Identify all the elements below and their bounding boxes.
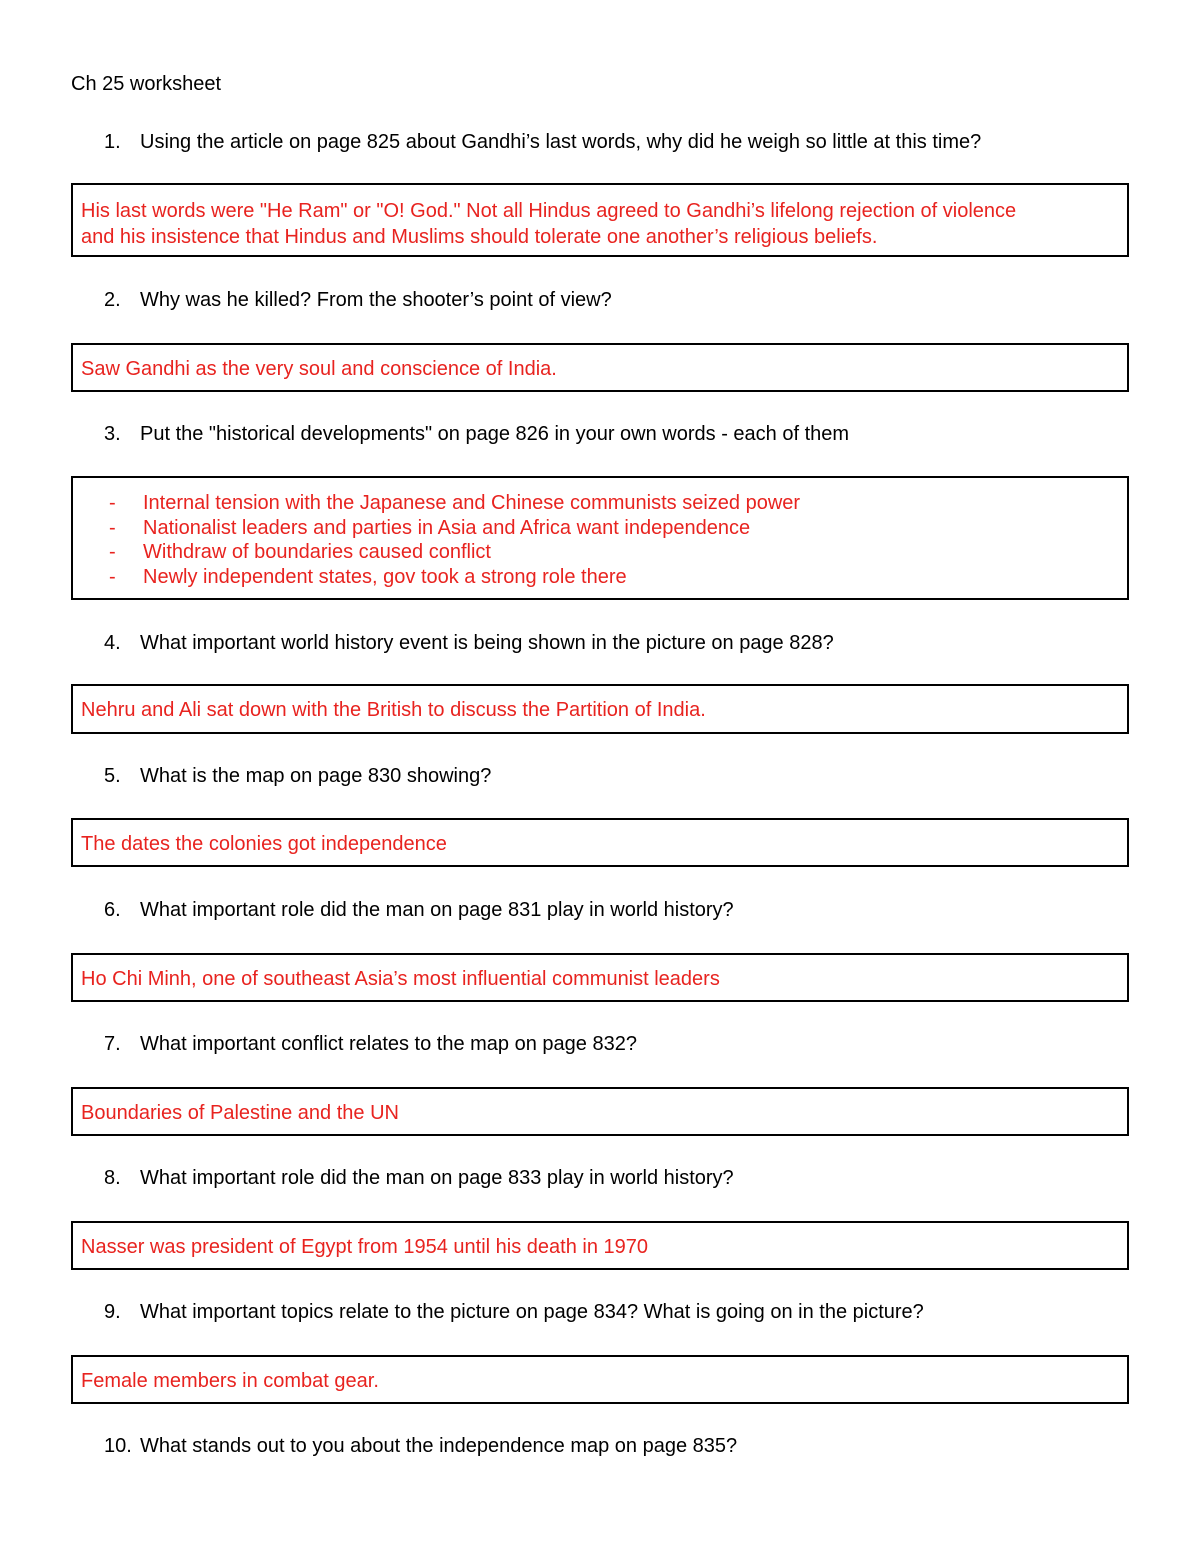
question-text: Using the article on page 825 about Gandhi’s last words, why did he weigh so little at this time? <box>140 131 982 153</box>
list-item <box>73 540 1127 565</box>
answer-box-5[interactable] <box>71 818 1129 867</box>
question-number: 10. <box>104 1435 132 1457</box>
answer-1-line-1: His last words were "He Ram" or "O! God." Not all Hindus agreed to Gandhi’s lifelong rejection of violence <box>81 200 1017 222</box>
answer-2-text: Saw Gandhi as the very soul and conscience of India. <box>81 358 557 380</box>
question-7 <box>104 1032 637 1056</box>
list-item-text: Nationalist leaders and parties in Asia and Africa want independence <box>143 516 751 539</box>
answer-1-line-2: and his insistence that Hindus and Muslims should tolerate one another’s religious beliefs. <box>81 226 878 248</box>
question-3 <box>104 422 849 446</box>
list-item <box>73 491 1127 516</box>
answer-box-3[interactable] <box>71 476 1129 600</box>
question-1 <box>104 130 981 154</box>
question-number: 3. <box>104 423 121 445</box>
bullet-dash: - <box>109 565 116 588</box>
answer-box-2[interactable] <box>71 343 1129 392</box>
question-number: 9. <box>104 1301 121 1323</box>
question-10 <box>104 1434 737 1458</box>
list-item-text: Newly independent states, gov took a strong role there <box>143 565 627 588</box>
worksheet-title: Ch 25 worksheet <box>71 73 222 95</box>
answer-7-text: Boundaries of Palestine and the UN <box>81 1102 399 1124</box>
question-number: 6. <box>104 899 121 921</box>
answer-box-9[interactable] <box>71 1355 1129 1404</box>
question-2 <box>104 288 612 312</box>
question-text: What important role did the man on page 831 play in world history? <box>140 899 734 921</box>
question-text: What is the map on page 830 showing? <box>140 765 492 787</box>
answer-3-list <box>73 491 1127 589</box>
answer-6-text: Ho Chi Minh, one of southeast Asia’s most influential communist leaders <box>81 968 720 990</box>
answer-box-7[interactable] <box>71 1087 1129 1136</box>
answer-box-4[interactable] <box>71 684 1129 734</box>
question-text: What important role did the man on page 833 play in world history? <box>140 1167 734 1189</box>
question-number: 5. <box>104 765 121 787</box>
bullet-dash: - <box>109 541 116 563</box>
question-6 <box>104 898 734 922</box>
question-text: What important topics relate to the picture on page 834? What is going on in the picture? <box>140 1301 924 1323</box>
answer-9-text: Female members in combat gear. <box>81 1370 379 1392</box>
list-item <box>73 565 1127 590</box>
question-text: Why was he killed? From the shooter’s point of view? <box>140 289 612 311</box>
question-text: What important conflict relates to the map on page 832? <box>140 1033 637 1055</box>
list-item-text: Withdraw of boundaries caused conflict <box>143 541 491 563</box>
question-text: What stands out to you about the independence map on page 835? <box>140 1435 738 1457</box>
answer-4-text: Nehru and Ali sat down with the British to discuss the Partition of India. <box>81 699 706 721</box>
answer-8-text: Nasser was president of Egypt from 1954 until his death in 1970 <box>81 1236 648 1258</box>
bullet-dash: - <box>109 516 116 539</box>
answer-5-text: The dates the colonies got independence <box>81 833 447 855</box>
answer-box-8[interactable] <box>71 1221 1129 1270</box>
list-item-text: Internal tension with the Japanese and Chinese communists seized power <box>143 492 801 514</box>
question-number: 7. <box>104 1033 121 1055</box>
question-9 <box>104 1300 924 1324</box>
answer-box-1[interactable] <box>71 183 1129 257</box>
question-4 <box>104 631 834 655</box>
question-number: 8. <box>104 1167 121 1189</box>
question-number: 4. <box>104 632 121 654</box>
question-text: Put the "historical developments" on page 826 in your own words - each of them <box>140 423 850 445</box>
list-item <box>73 516 1127 541</box>
question-text: What important world history event is being shown in the picture on page 828? <box>140 632 834 654</box>
question-5 <box>104 764 491 788</box>
question-8 <box>104 1166 734 1190</box>
question-number: 1. <box>104 131 121 153</box>
bullet-dash: - <box>109 492 116 514</box>
question-number: 2. <box>104 289 121 311</box>
answer-box-6[interactable] <box>71 953 1129 1002</box>
